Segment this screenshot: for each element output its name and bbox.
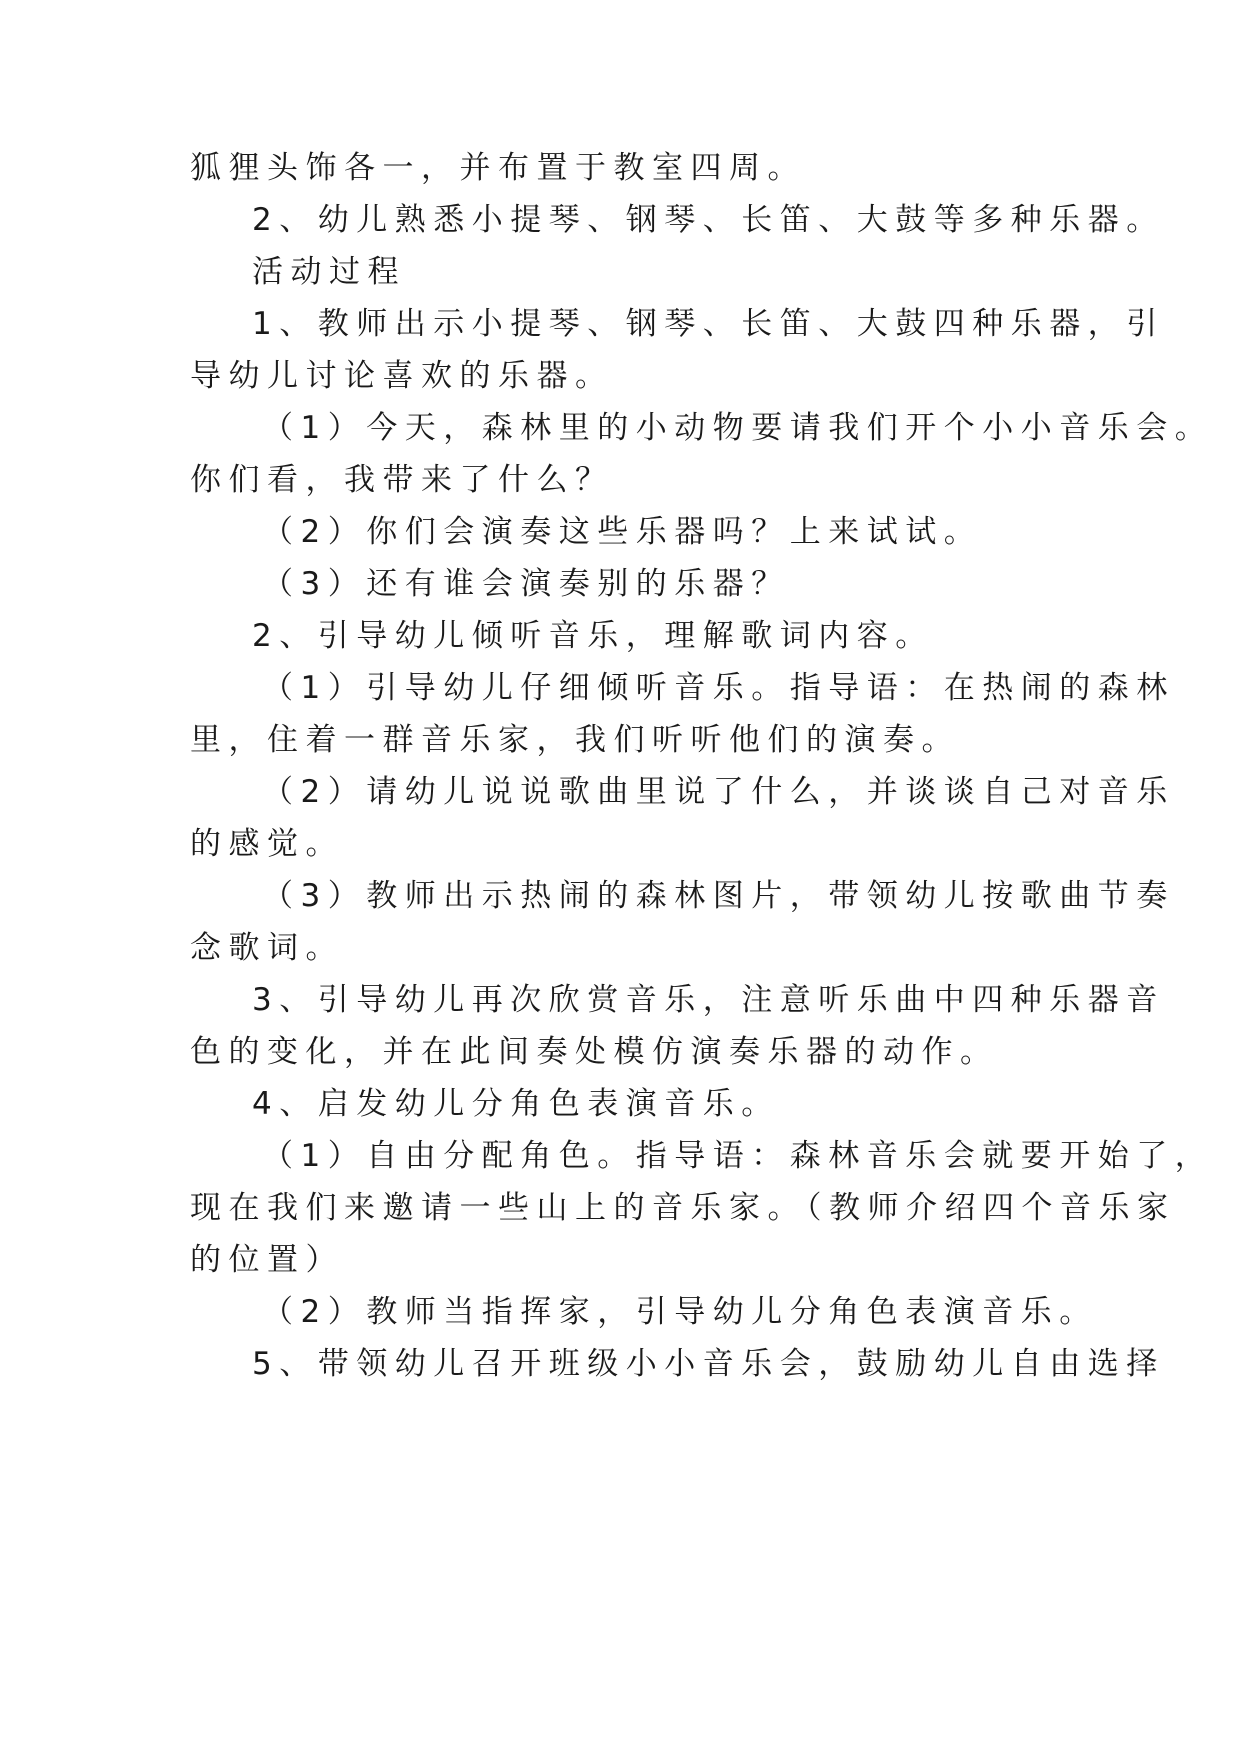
text-line: 里，住着一群音乐家，我们听听他们的演奏。: [190, 722, 960, 758]
text-line: 导幼儿讨论喜欢的乐器。: [190, 358, 614, 394]
text-line: 5、带领幼儿召开班级小小音乐会，鼓励幼儿自由选择: [252, 1346, 1165, 1382]
text-line: 你们看，我带来了什么？: [190, 462, 614, 498]
section-heading: 活动过程: [252, 254, 406, 290]
text-line: （3）教师出示热闹的森林图片，带领幼儿按歌曲节奏: [262, 878, 1175, 914]
text-line: 2、幼儿熟悉小提琴、钢琴、长笛、大鼓等多种乐器。: [252, 202, 1165, 238]
text-line: 3、引导幼儿再次欣赏音乐，注意听乐曲中四种乐器音: [252, 982, 1165, 1018]
text-line: 狐狸头饰各一，并布置于教室四周。: [190, 150, 806, 186]
text-line: 的位置）: [190, 1242, 344, 1278]
text-line: 1、教师出示小提琴、钢琴、长笛、大鼓四种乐器，引: [252, 306, 1165, 342]
text-line: （2）请幼儿说说歌曲里说了什么，并谈谈自己对音乐: [262, 774, 1175, 810]
text-line: （1）今天，森林里的小动物要请我们开个小小音乐会。: [262, 410, 1214, 446]
text-line: （1）自由分配角色。指导语：森林音乐会就要开始了，: [262, 1138, 1214, 1174]
text-line: 色的变化，并在此间奏处模仿演奏乐器的动作。: [190, 1034, 999, 1070]
text-line: （2）你们会演奏这些乐器吗？上来试试。: [262, 514, 983, 550]
text-line: （3）还有谁会演奏别的乐器？: [262, 566, 790, 602]
text-line: 4、启发幼儿分角色表演音乐。: [252, 1086, 780, 1122]
text-line: 念歌词。: [190, 930, 344, 966]
text-line: （1）引导幼儿仔细倾听音乐。指导语：在热闹的森林: [262, 670, 1175, 706]
text-line: 现在我们来邀请一些山上的音乐家。（教师介绍四个音乐家: [190, 1190, 1176, 1226]
text-line: （2）教师当指挥家，引导幼儿分角色表演音乐。: [262, 1294, 1098, 1330]
text-line: 2、引导幼儿倾听音乐，理解歌词内容。: [252, 618, 934, 654]
text-line: 的感觉。: [190, 826, 344, 862]
